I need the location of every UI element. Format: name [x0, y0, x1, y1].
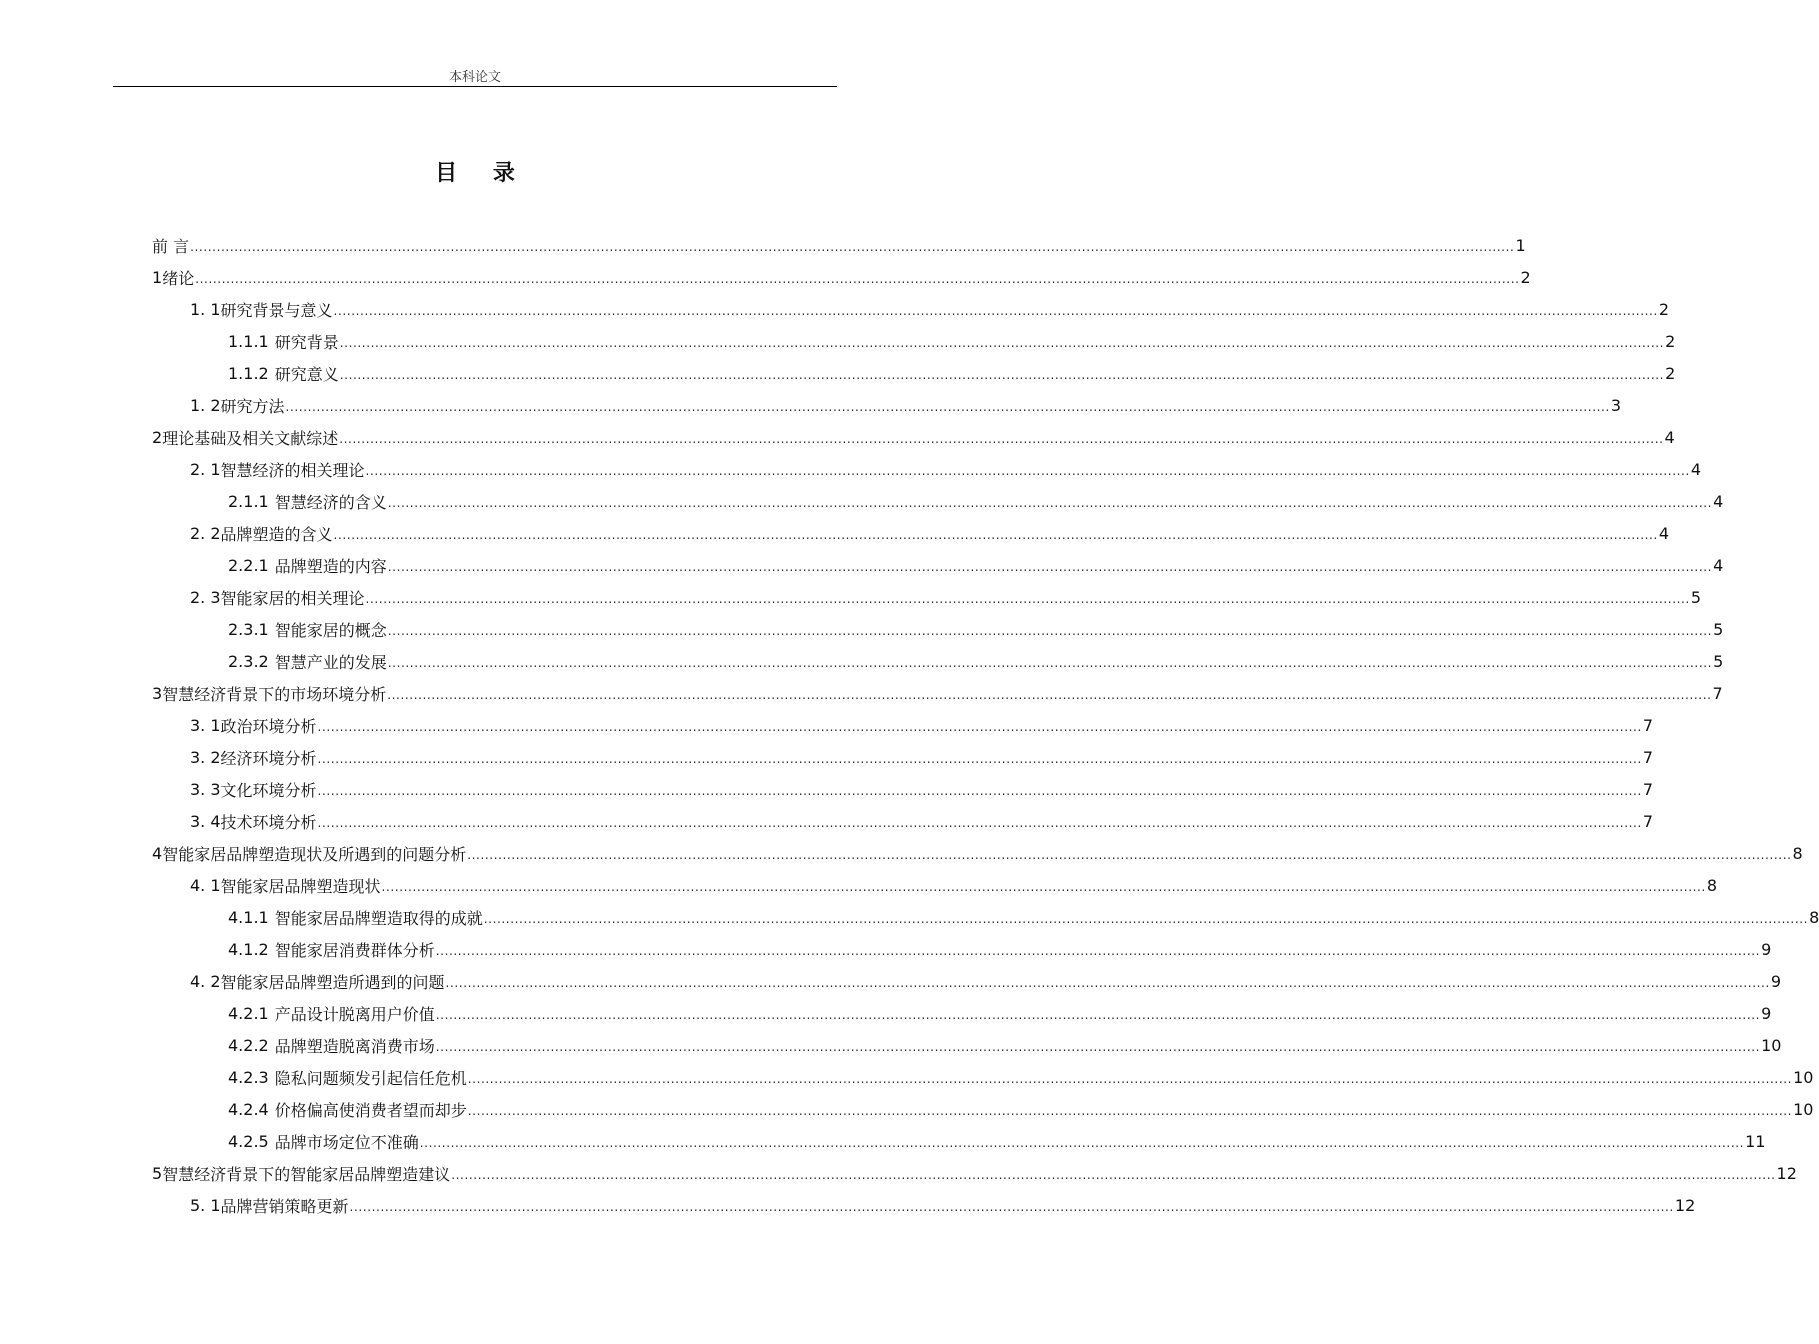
toc-entry-number: 1. 1 — [190, 299, 221, 319]
toc-entry-page-number: 8 — [1792, 843, 1803, 863]
toc-entry-label: 智慧经济的相关理论 — [220, 460, 365, 480]
toc-entry-label: 智慧经济背景下的智能家居品牌塑造建议 — [162, 1164, 451, 1184]
toc-entry-number: 4. 2 — [190, 971, 221, 991]
toc-entry-number: 5 — [152, 1163, 163, 1183]
toc-entry-label: 智能家居品牌塑造现状 — [220, 876, 381, 896]
toc-entry-number: 3 — [152, 683, 163, 703]
toc-entry-page-number: 9 — [1761, 1003, 1772, 1023]
toc-entry[interactable] — [190, 293, 1670, 325]
toc-dot-leader: ............................................................................................................................................................................................................................................................................................................ — [339, 432, 1664, 446]
toc-entry-number: 1.1.2 — [228, 363, 269, 383]
toc-dot-leader: ............................................................................................................................................................................................................................................................................................................ — [317, 784, 1642, 798]
toc-entry-label: 智能家居品牌塑造现状及所遇到的问题分析 — [162, 844, 467, 864]
toc-dot-leader: ............................................................................................................................................................................................................................................................................................................ — [387, 496, 1713, 510]
toc-dot-leader: ............................................................................................................................................................................................................................................................................................................ — [467, 1072, 1793, 1086]
toc-entry-page-number: 7 — [1642, 747, 1654, 767]
toc-dot-leader: ............................................................................................................................................................................................................................................................................................................ — [387, 688, 1712, 702]
toc-entry-page-number: 5 — [1713, 651, 1724, 671]
toc-entry-label: 品牌营销策略更新 — [220, 1196, 349, 1216]
toc-entry-page-number: 10 — [1793, 1099, 1814, 1119]
toc-entry[interactable] — [190, 517, 1670, 549]
toc-entry-page-number: 7 — [1712, 683, 1723, 703]
toc-entry[interactable] — [228, 645, 1724, 677]
toc-entry-label: 智慧产业的发展 — [274, 652, 387, 672]
toc-entry[interactable] — [228, 901, 1819, 933]
toc-entry-number: 5. 1 — [190, 1195, 221, 1215]
toc-entry-label: 研究背景 — [274, 332, 339, 352]
toc-entry-number: 2.2.1 — [228, 555, 269, 575]
toc-entry[interactable] — [190, 1189, 1696, 1221]
toc-entry-number: 3. 3 — [190, 779, 221, 799]
toc-entry[interactable] — [228, 1061, 1814, 1093]
toc-entry[interactable] — [190, 453, 1702, 485]
toc-entry[interactable] — [152, 421, 1675, 453]
toc-entry-page-number: 3 — [1610, 395, 1622, 415]
toc-entry-label: 智能家居的相关理论 — [220, 588, 365, 608]
toc-entry-label: 研究意义 — [274, 364, 339, 384]
toc-entry-number: 2.3.2 — [228, 651, 269, 671]
toc-entry-page-number: 11 — [1745, 1131, 1766, 1151]
toc-entry-label: 理论基础及相关文献综述 — [162, 428, 339, 448]
toc-entry-number: 2 — [152, 427, 163, 447]
toc-entry-number: 2. 1 — [190, 459, 221, 479]
toc-dot-leader: ............................................................................................................................................................................................................................................................................................................ — [365, 464, 1690, 478]
toc-dot-leader: ............................................................................................................................................................................................................................................................................................................ — [381, 880, 1706, 894]
toc-dot-leader: ............................................................................................................................................................................................................................................................................................................ — [190, 240, 1515, 254]
toc-entry-page-number: 2 — [1665, 331, 1676, 351]
toc-dot-leader: ............................................................................................................................................................................................................................................................................................................ — [419, 1136, 1745, 1150]
toc-entry-page-number: 4 — [1713, 555, 1724, 575]
toc-entry-label: 智能家居品牌塑造所遇到的问题 — [220, 972, 445, 992]
toc-entry-number: 4 — [152, 843, 163, 863]
toc-entry[interactable] — [228, 549, 1724, 581]
toc-entry[interactable] — [228, 1029, 1782, 1061]
toc-entry-label: 品牌塑造的含义 — [220, 524, 333, 544]
toc-entry-number: 1. 2 — [190, 395, 221, 415]
toc-entry-number: 3. 2 — [190, 747, 221, 767]
toc-dot-leader: ............................................................................................................................................................................................................................................................................................................ — [387, 560, 1713, 574]
toc-entry[interactable] — [152, 837, 1803, 869]
toc-entry-label: 技术环境分析 — [220, 812, 317, 832]
toc-entry-page-number: 4 — [1658, 523, 1670, 543]
toc-dot-leader: ............................................................................................................................................................................................................................................................................................................ — [435, 1008, 1761, 1022]
toc-entry-page-number: 7 — [1642, 715, 1654, 735]
toc-entry-number: 4.2.3 — [228, 1067, 269, 1087]
toc-entry-number: 4.2.1 — [228, 1003, 269, 1023]
toc-entry-label: 产品设计脱离用户价值 — [274, 1004, 435, 1024]
toc-entry-number: 3. 1 — [190, 715, 221, 735]
toc-entry-number: 2.3.1 — [228, 619, 269, 639]
toc-dot-leader: ............................................................................................................................................................................................................................................................................................................ — [445, 976, 1770, 990]
toc-entry-number: 1 — [152, 267, 163, 287]
toc-dot-leader: ............................................................................................................................................................................................................................................................................................................ — [317, 720, 1642, 734]
toc-entry-page-number: 4 — [1690, 459, 1702, 479]
toc-entry-page-number: 7 — [1642, 811, 1654, 831]
header-rule — [113, 86, 837, 87]
toc-entry[interactable] — [228, 485, 1724, 517]
toc-entry-label: 品牌塑造脱离消费市场 — [274, 1036, 435, 1056]
toc-entry-label: 智能家居的概念 — [274, 620, 387, 640]
toc-entry[interactable] — [190, 869, 1718, 901]
toc-entry-page-number: 5 — [1713, 619, 1724, 639]
toc-entry[interactable] — [190, 581, 1702, 613]
toc-dot-leader: ............................................................................................................................................................................................................................................................................................................ — [317, 752, 1642, 766]
toc-entry[interactable] — [152, 229, 1526, 261]
toc-entry-page-number: 10 — [1793, 1067, 1814, 1087]
toc-entry-label: 前 言 — [152, 236, 190, 256]
toc-entry-label: 政治环境分析 — [220, 716, 317, 736]
toc-entry-label: 智能家居消费群体分析 — [274, 940, 435, 960]
toc-entry[interactable] — [228, 1093, 1814, 1125]
toc-entry-page-number: 9 — [1761, 939, 1772, 959]
toc-entry-page-number: 4 — [1713, 491, 1724, 511]
toc-entry-page-number: 2 — [1658, 299, 1670, 319]
toc-dot-leader: ............................................................................................................................................................................................................................................................................................................ — [349, 1200, 1674, 1214]
toc-entry[interactable] — [152, 261, 1531, 293]
toc-entry-number: 4.2.4 — [228, 1099, 269, 1119]
toc-entry-label: 绪论 — [162, 268, 195, 288]
toc-entry-page-number: 7 — [1642, 779, 1654, 799]
toc-dot-leader: ............................................................................................................................................................................................................................................................................................................ — [365, 592, 1690, 606]
toc-dot-leader: ............................................................................................................................................................................................................................................................................................................ — [451, 1168, 1776, 1182]
toc-dot-leader: ............................................................................................................................................................................................................................................................................................................ — [387, 656, 1713, 670]
toc-entry-label: 智慧经济的含义 — [274, 492, 387, 512]
toc-entry-label: 文化环境分析 — [220, 780, 317, 800]
toc-entry-label: 隐私问题频发引起信任危机 — [274, 1068, 467, 1088]
toc-entry[interactable] — [228, 997, 1772, 1029]
toc-entry-page-number: 12 — [1674, 1195, 1696, 1215]
toc-entry-label: 价格偏高使消费者望而却步 — [274, 1100, 467, 1120]
toc-entry[interactable] — [190, 709, 1654, 741]
toc-entry[interactable] — [228, 1125, 1766, 1157]
toc-entry-label: 品牌市场定位不准确 — [274, 1132, 419, 1152]
toc-entry-page-number: 8 — [1706, 875, 1718, 895]
toc-entry[interactable] — [190, 965, 1782, 997]
toc-dot-leader: ............................................................................................................................................................................................................................................................................................................ — [435, 944, 1761, 958]
toc-entry-page-number: 10 — [1761, 1035, 1782, 1055]
toc-dot-leader: ............................................................................................................................................................................................................................................................................................................ — [467, 1104, 1793, 1118]
toc-entry-label: 智能家居品牌塑造取得的成就 — [274, 908, 483, 928]
toc-entry-number: 3. 4 — [190, 811, 221, 831]
toc-entry-number: 4. 1 — [190, 875, 221, 895]
toc-entry-number: 1.1.1 — [228, 331, 269, 351]
toc-entry[interactable] — [228, 933, 1772, 965]
toc-entry-page-number: 9 — [1770, 971, 1782, 991]
toc-entry[interactable] — [152, 1157, 1797, 1189]
toc-entry-number: 2. 3 — [190, 587, 221, 607]
toc-entry-number: 2. 2 — [190, 523, 221, 543]
toc-dot-leader: ............................................................................................................................................................................................................................................................................................................ — [317, 816, 1642, 830]
toc-entry-number: 2.1.1 — [228, 491, 269, 511]
toc-dot-leader: ............................................................................................................................................................................................................................................................................................................ — [285, 400, 1610, 414]
toc-entry-page-number: 1 — [1515, 235, 1526, 255]
toc-entry-label: 经济环境分析 — [220, 748, 317, 768]
toc-entry-page-number: 2 — [1665, 363, 1676, 383]
toc-dot-leader: ............................................................................................................................................................................................................................................................................................................ — [483, 912, 1809, 926]
toc-dot-leader: ............................................................................................................................................................................................................................................................................................................ — [387, 624, 1713, 638]
toc-entry-number: 4.2.5 — [228, 1131, 269, 1151]
toc-entry-number: 4.1.2 — [228, 939, 269, 959]
toc-entry-label: 品牌塑造的内容 — [274, 556, 387, 576]
toc-entry[interactable] — [228, 357, 1676, 389]
toc-entry[interactable] — [190, 741, 1654, 773]
toc-entry-label: 研究方法 — [220, 396, 285, 416]
toc-entry-page-number: 4 — [1664, 427, 1675, 447]
toc-entry-page-number: 5 — [1690, 587, 1702, 607]
toc-entry[interactable] — [190, 773, 1654, 805]
toc-dot-leader: ............................................................................................................................................................................................................................................................................................................ — [195, 272, 1520, 286]
toc-entry[interactable] — [190, 805, 1654, 837]
toc-dot-leader: ............................................................................................................................................................................................................................................................................................................ — [339, 368, 1665, 382]
toc-entry-page-number: 12 — [1776, 1163, 1797, 1183]
toc-dot-leader: ............................................................................................................................................................................................................................................................................................................ — [435, 1040, 1761, 1054]
toc-entry[interactable] — [228, 325, 1676, 357]
toc-dot-leader: ............................................................................................................................................................................................................................................................................................................ — [467, 848, 1792, 862]
toc-entry-label: 研究背景与意义 — [220, 300, 333, 320]
page-header: 本科论文 — [448, 70, 501, 85]
toc-entry-label: 智慧经济背景下的市场环境分析 — [162, 684, 387, 704]
toc-dot-leader: ............................................................................................................................................................................................................................................................................................................ — [333, 304, 1658, 318]
toc-dot-leader: ............................................................................................................................................................................................................................................................................................................ — [339, 336, 1665, 350]
toc-dot-leader: ............................................................................................................................................................................................................................................................................................................ — [333, 528, 1658, 542]
toc-entry[interactable] — [152, 677, 1723, 709]
toc-entry[interactable] — [190, 389, 1622, 421]
toc-entry[interactable] — [228, 613, 1724, 645]
toc-title: 目 录 — [435, 161, 529, 186]
toc-entry-number: 4.2.2 — [228, 1035, 269, 1055]
toc-entry-page-number: 2 — [1520, 267, 1531, 287]
toc-entry-page-number: 8 — [1809, 907, 1819, 927]
toc-entry-number: 4.1.1 — [228, 907, 269, 927]
